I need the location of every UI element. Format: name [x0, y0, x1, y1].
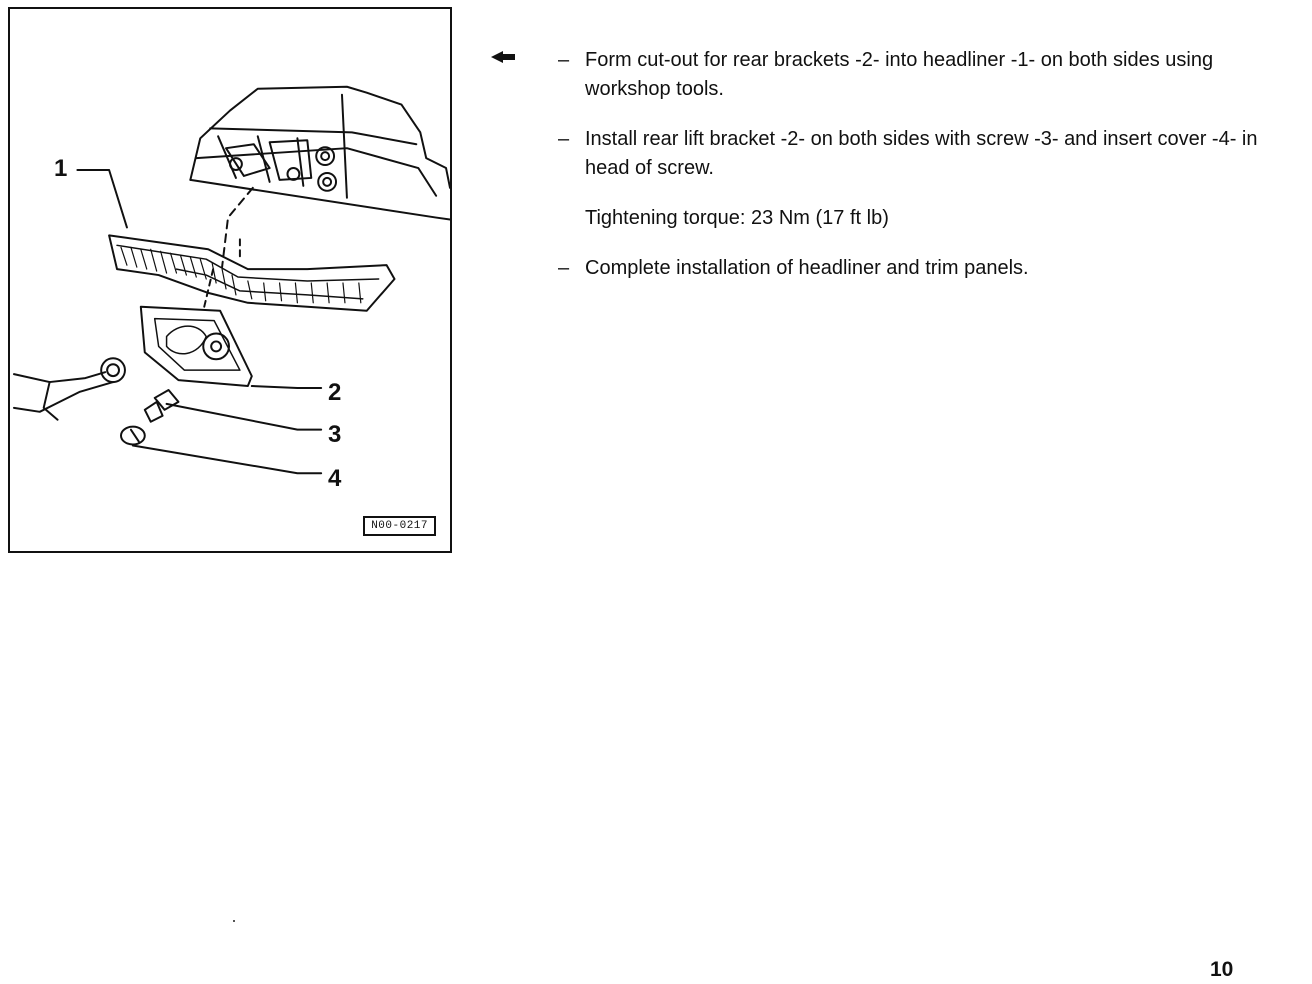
- callout-2: 2: [328, 379, 342, 406]
- callout-1: 1: [54, 155, 68, 182]
- step-dash: –: [558, 257, 570, 279]
- page-number: 10: [1210, 958, 1234, 981]
- tightening-torque: Tightening torque: 23 Nm (17 ft lb): [585, 207, 889, 229]
- figure-code: N00-0217: [363, 516, 436, 536]
- step-dash: –: [558, 49, 570, 71]
- step-dash: –: [558, 128, 570, 150]
- step-install-bracket: [558, 125, 1298, 183]
- instruction-steps: [558, 46, 1298, 304]
- scan-speck: [233, 920, 235, 922]
- step-text: Form cut-out for rear brackets -2- into headliner -1- on both sides using workshop tools.: [585, 49, 1214, 100]
- callout-3: 3: [328, 421, 342, 448]
- figure-frame: [8, 7, 452, 553]
- bracket-illustration: [10, 9, 450, 551]
- callout-4: 4: [328, 465, 342, 492]
- arrow-left-icon: [489, 48, 517, 66]
- step-form-cutout: [558, 46, 1298, 104]
- step-complete-installation: [558, 254, 1298, 283]
- step-text: Install rear lift bracket -2- on both sides with screw -3- and insert cover -4- in head of screw.: [585, 128, 1258, 179]
- step-text: Complete installation of headliner and trim panels.: [585, 257, 1029, 279]
